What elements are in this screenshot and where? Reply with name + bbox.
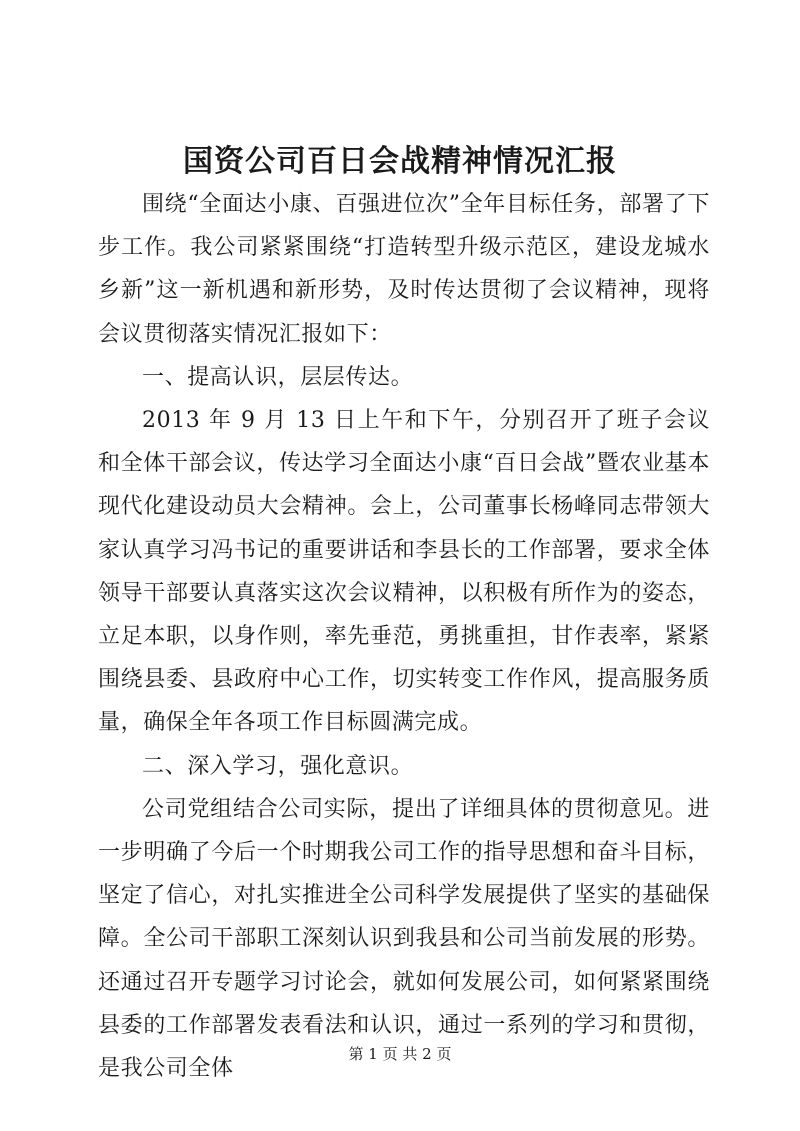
section-heading-2: 二、深入学习，强化意识。 — [142, 753, 414, 779]
section-heading-1: 一、提高认识，层层传达。 — [142, 364, 414, 390]
intro-paragraph: 围绕“全面达小康、百强进位次”全年目标任务，部署了下步工作。我公司紧紧围绕“打造转型升级示范区，建设龙城水乡新”这一新机遇和新形势，及时传达贯彻了会议精神，现将会议贯彻落实情况汇报如下： — [98, 192, 710, 347]
page-number-footer: 第 1 页 共 2 页 — [348, 1045, 452, 1063]
section-2-paragraph: 公司党组结合公司实际，提出了详细具体的贯彻意见。进一步明确了今后一个时期我公司工作的指导思想和奋斗目标，坚定了信心，对扎实推进全公司科学发展提供了坚实的基础保障。全公司干部职工深刻认识到我县和公司当前发展的形势。还通过召开专题学习讨论会，就如何发展公司，如何紧紧围绕县委的工作部署发表看法和认识，通过一系列的学习和贯彻，是我公司全体 — [98, 796, 710, 1082]
document-body — [98, 183, 710, 1090]
document-title: 国资公司百日会战精神情况汇报 — [183, 144, 617, 179]
section-1-paragraph: 2013 年 9 月 13 日上午和下午，分别召开了班子会议和全体干部会议，传达学习全面达小康“百日会战”暨农业基本现代化建设动员大会精神。会上，公司董事长杨峰同志带领大家认真学习冯书记的重要讲话和李县长的工作部署，要求全体领导干部要认真落实这次会议精神，以积极有所作为的姿态，立足本职，以身作则，率先垂范，勇挑重担，甘作表率，紧紧围绕县委、县政府中心工作，切实转变工作作风，提高服务质量，确保全年各项工作目标圆满完成。 — [98, 408, 710, 736]
